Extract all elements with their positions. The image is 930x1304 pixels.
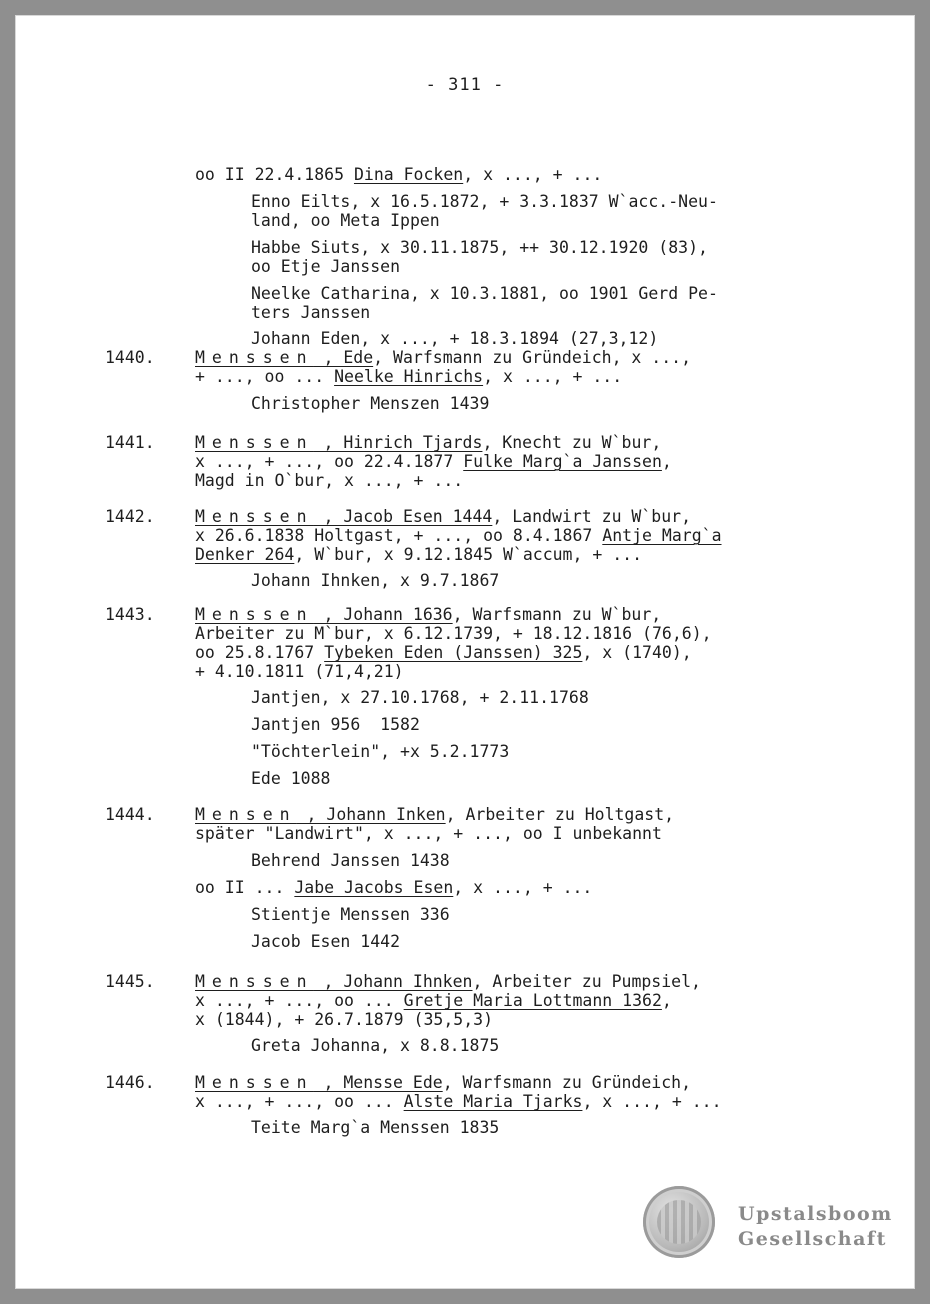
child-line: Jantjen 956 1582 (251, 715, 420, 734)
child-line: Greta Johanna, x 8.8.1875 (251, 1036, 500, 1055)
child-line: land, oo Meta Ippen (251, 211, 440, 230)
entry-number: 1441. (105, 433, 155, 452)
entry-number: 1445. (105, 972, 155, 991)
entry-line: Menssen , Jacob Esen 1444, Landwirt zu W`bur, (195, 507, 692, 526)
entry-line: x 26.6.1838 Holtgast, + ..., oo 8.4.1867 Antje Marg`a (195, 526, 722, 545)
marriage-line: oo II ... Jabe Jacobs Esen, x ..., + ... (195, 878, 593, 897)
entry-number: 1442. (105, 507, 155, 526)
entry-line: Denker 264, W`bur, x 9.12.1845 W`accum, + ... (195, 545, 643, 564)
entry-line: Menssen , Mensse Ede, Warfsmann zu Gründeich, (195, 1073, 692, 1092)
entry-line: + ..., oo ... Neelke Hinrichs, x ..., + ... (195, 367, 623, 386)
logo-line-2: Gesellschaft (738, 1228, 887, 1250)
entry-line: + 4.10.1811 (71,4,21) (195, 662, 404, 681)
logo-line-1: Upstalsboom (738, 1203, 893, 1225)
page-number: - 311 - (425, 75, 505, 95)
entry-line: x ..., + ..., oo 22.4.1877 Fulke Marg`a Janssen, (195, 452, 672, 471)
entry-line: Magd in O`bur, x ..., + ... (195, 471, 464, 490)
entry-line: Menssen , Johann 1636, Warfsmann zu W`bur, (195, 605, 662, 624)
child-line: Neelke Catharina, x 10.3.1881, oo 1901 Gerd Pe- (251, 284, 718, 303)
entry-line: x (1844), + 26.7.1879 (35,5,3) (195, 1010, 494, 1029)
child-line: Habbe Siuts, x 30.11.1875, ++ 30.12.1920 (83), (251, 238, 708, 257)
child-line: oo Etje Janssen (251, 257, 401, 276)
child-line: Enno Eilts, x 16.5.1872, + 3.3.1837 W`acc.-Neu- (251, 192, 718, 211)
child-line: Jantjen, x 27.10.1768, + 2.11.1768 (251, 688, 589, 707)
child-line: Teite Marg`a Menssen 1835 (251, 1118, 500, 1137)
entry-line: oo 25.8.1767 Tybeken Eden (Janssen) 325, x (1740), (195, 643, 692, 662)
entry-line: Menssen , Johann Ihnken, Arbeiter zu Pumpsiel, (195, 972, 701, 991)
seal-icon (643, 1186, 715, 1258)
child-line: Jacob Esen 1442 (251, 932, 401, 951)
entry-line: später "Landwirt", x ..., + ..., oo I unbekannt (195, 824, 662, 843)
entry-line: x ..., + ..., oo ... Gretje Maria Lottmann 1362, (195, 991, 672, 1010)
entry-line: Menssen , Hinrich Tjards, Knecht zu W`bur, (195, 433, 662, 452)
child-line: Johann Eden, x ..., + 18.3.1894 (27,3,12) (251, 329, 659, 348)
logo-text (738, 1202, 893, 1252)
entry-line: x ..., + ..., oo ... Alste Maria Tjarks, x ..., + ... (195, 1092, 722, 1111)
child-line: Ede 1088 (251, 769, 331, 788)
entry-line: Arbeiter zu M`bur, x 6.12.1739, + 18.12.1816 (76,6), (195, 624, 712, 643)
entry-line: Mensen , Johann Inken, Arbeiter zu Holtgast, (195, 805, 675, 824)
child-line: Christopher Menszen 1439 (251, 394, 490, 413)
entry-number: 1440. (105, 348, 155, 367)
child-line: Stientje Menssen 336 (251, 905, 450, 924)
document-page (15, 15, 915, 1289)
marriage-line: oo II 22.4.1865 Dina Focken, x ..., + ... (195, 165, 603, 184)
entry-number: 1446. (105, 1073, 155, 1092)
child-line: Behrend Janssen 1438 (251, 851, 450, 870)
entry-number: 1444. (105, 805, 155, 824)
child-line: "Töchterlein", +x 5.2.1773 (251, 742, 510, 761)
child-line: ters Janssen (251, 303, 371, 322)
child-line: Johann Ihnken, x 9.7.1867 (251, 571, 500, 590)
entry-number: 1443. (105, 605, 155, 624)
entry-line: Menssen , Ede, Warfsmann zu Gründeich, x ..., (195, 348, 692, 367)
